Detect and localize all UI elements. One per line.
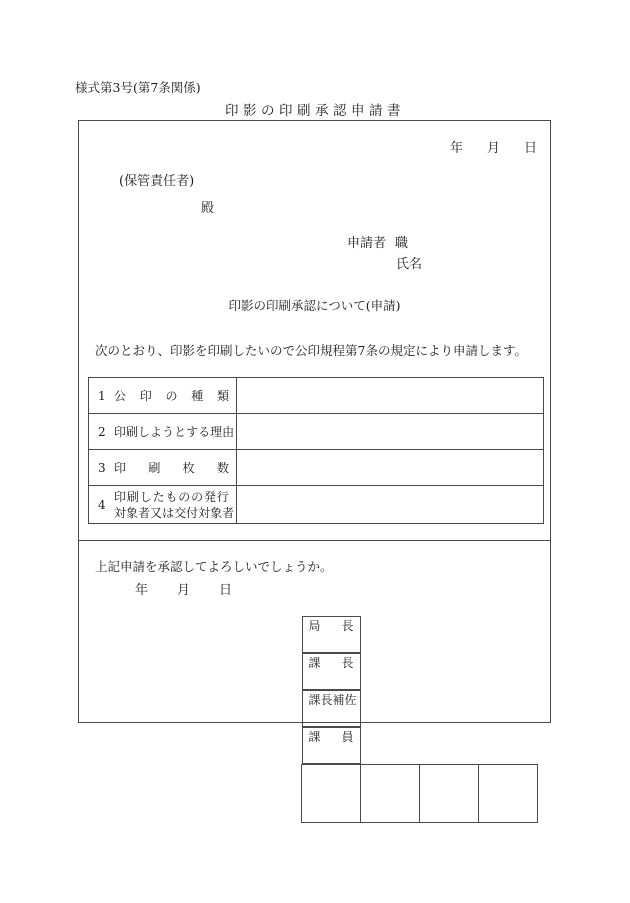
approval-question: 上記申請を承認してよろしいでしょうか。 <box>95 559 333 574</box>
day-label: 日 <box>219 583 233 598</box>
approval-signature-table <box>301 616 538 823</box>
approval-header-row <box>302 616 538 765</box>
print-reason-value-cell <box>237 414 544 450</box>
applicant-line <box>347 232 408 251</box>
row-number: 3 <box>98 460 106 475</box>
table-row <box>89 450 544 486</box>
row-label-recipients <box>114 489 235 521</box>
day-label: 日 <box>523 141 537 156</box>
row-label-print-reason: 印 刷 し よ う と す る 理 由 <box>114 425 235 439</box>
application-items-table <box>88 377 544 524</box>
document-subject: 印影の印刷承認について(申請) <box>228 298 401 313</box>
form-number: 様式第3号(第7条関係) <box>75 80 201 95</box>
approval-signature-row <box>302 765 538 823</box>
approval-date-line <box>135 579 232 598</box>
row-label-print-count: 印 刷 枚 数 <box>114 461 229 475</box>
signature-cell-section-member <box>479 765 538 823</box>
signature-cell-bureau-chief <box>302 765 361 823</box>
page-title: 印影の印刷承認申請書 <box>225 103 405 119</box>
row-label-recipients-line2: 対 象 者 又 は 交 付 対 象 者 <box>114 505 235 520</box>
applicant-label: 申請者 <box>347 236 387 251</box>
print-count-value-cell <box>237 450 544 486</box>
header-section-member: 課 員 <box>302 727 361 764</box>
application-form-box <box>78 120 551 744</box>
honorific-label: 殿 <box>201 201 215 216</box>
row-label-recipients-line1: 印 刷 し た も の の 発 行 <box>114 489 229 504</box>
application-body-text: 次のとおり、印影を印刷したいので公印規程第7条の規定により申請します。 <box>95 343 527 358</box>
table-row <box>89 414 544 450</box>
row-number: 4 <box>98 497 106 512</box>
row-number: 1 <box>98 388 106 403</box>
signature-cell-assistant-section-chief <box>420 765 479 823</box>
application-date-line <box>450 137 537 156</box>
row-number: 2 <box>98 424 106 439</box>
header-bureau-chief: 局 長 <box>302 616 361 653</box>
applicant-name-label: 氏名 <box>396 257 423 272</box>
row-label-seal-type: 公 印 の 種 類 <box>114 389 229 403</box>
year-label: 年 <box>135 583 149 598</box>
custodian-label: (保管責任者) <box>119 174 195 189</box>
applicant-job-label: 職 <box>395 236 409 251</box>
header-section-chief: 課 長 <box>302 653 361 690</box>
seal-type-value-cell <box>237 378 544 414</box>
month-label: 月 <box>486 141 500 156</box>
signature-cell-section-chief <box>361 765 420 823</box>
table-row <box>89 486 544 524</box>
year-label: 年 <box>449 141 463 156</box>
table-row <box>89 378 544 414</box>
header-assistant-section-chief: 課 長 補 佐 <box>302 690 361 727</box>
recipients-value-cell <box>237 486 544 524</box>
section-divider <box>79 540 550 541</box>
month-label: 月 <box>177 583 191 598</box>
